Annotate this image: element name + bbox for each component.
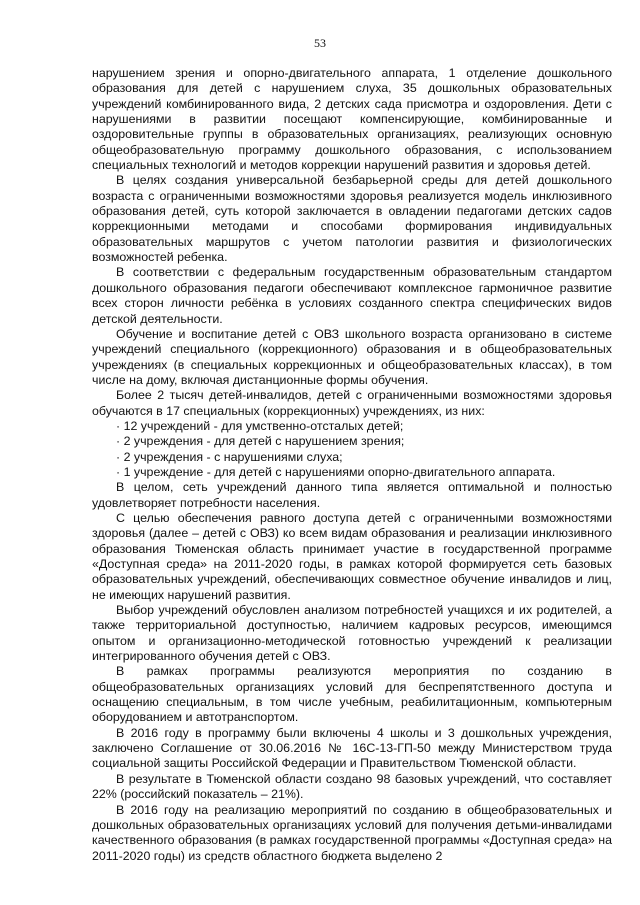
list-item: · 2 учреждения - для детей с нарушением зрения; [116, 434, 405, 449]
paragraph: В целях создания универсальной безбарьерной среды для детей дошкольного возраста с ограниченными возможностями здоровья реализуется модель инклюзивного образования детей, суть которой заключается в овладении педагогами детских садов коррекционными методами и способами формирования индивидуальных образовательных маршрутов с учетом патологии развития и физиологических возможностей ребенка. [92, 173, 612, 265]
list-item: · 2 учреждения - с нарушениями слуха; [116, 449, 343, 464]
paragraph: В 2016 году в программу были включены 4 школы и 3 дошкольных учреждения, заключено Соглашение от 30.06.2016 № 16С-13-ГП-50 между Министерством труда социальной защиты Российской Федерации и Правительством Тюменской области. [92, 725, 612, 771]
paragraph: С целью обеспечения равного доступа детей с ограниченными возможностями здоровья (далее – детей с ОВЗ) ко всем видам образования и реализации инклюзивного образования Тюменская область принимает участие в государственной программе «Доступная среда» на 2011-2020 годы, в рамках которой формируется сеть базовых образовательных учреждений, обеспечивающих совместное обучение инвалидов и лиц, не имеющих нарушений развития. [92, 510, 612, 602]
list-item: · 12 учреждений - для умственно-отсталых детей; [116, 418, 404, 433]
institutions-list [92, 419, 612, 480]
page-number: 53 [314, 36, 326, 50]
paragraph: В соответствии с федеральным государственным образовательным стандартом дошкольного образования педагоги обеспечивают комплексное гармоничное развитие всех сторон личности ребёнка в условиях созданного спектра специфических видов детской деятельности. [92, 265, 612, 326]
paragraph: В 2016 году на реализацию мероприятий по созданию в общеобразовательных и дошкольных образовательных организациях условий для получения детьми-инвалидами качественного образования (в рамках государственной программы «Доступная среда» на 2011-2020 годы) из средств областного бюджета выделено 2 [92, 802, 612, 863]
paragraph: Более 2 тысяч детей-инвалидов, детей с ограниченными возможностями здоровья обучаются в 17 специальных (коррекционных) учреждениях, из них: [92, 388, 612, 418]
paragraph: нарушением зрения и опорно-двигательного аппарата, 1 отделение дошкольного образования для детей с нарушением слуха, 35 дошкольных образовательных учреждений комбинированного вида, 2 детских сада присмотра и оздоровления. Дети с нарушениями в развитии посещают компенсирующие, комбинированные и оздоровительные группы в образовательных организациях, реализующих основную общеобразовательную программу дошкольного образования, с использованием специальных технологий и методов коррекции нарушений развития и здоровья детей. [92, 66, 612, 173]
paragraph: Обучение и воспитание детей с ОВЗ школьного возраста организовано в системе учреждений специального (коррекционного) образования и в общеобразовательных учреждениях (в специальных коррекционных и общеобразовательных классах), в том числе на дому, включая дистанционные формы обучения. [92, 326, 612, 387]
paragraph: В рамках программы реализуются мероприятия по созданию в общеобразовательных организациях условий для беспрепятственного доступа и оснащению специальным, в том числе учебным, реабилитационным, компьютерным оборудованием и автотранспортом. [92, 664, 612, 725]
paragraph: Выбор учреждений обусловлен анализом потребностей учащихся и их родителей, а также территориальной доступностью, наличием кадровых ресурсов, имеющимся опытом и организационно-методической готовностью учреждений к реализации интегрированного обучения детей с ОВЗ. [92, 603, 612, 664]
paragraph: В целом, сеть учреждений данного типа является оптимальной и полностью удовлетворяет потребности населения. [92, 480, 612, 510]
paragraph: В результате в Тюменской области создано 98 базовых учреждений, что составляет 22% (российский показатель – 21%). [92, 771, 612, 802]
list-item: · 1 учреждение - для детей с нарушениями опорно-двигательного аппарата. [116, 464, 556, 479]
document-body [92, 66, 612, 864]
